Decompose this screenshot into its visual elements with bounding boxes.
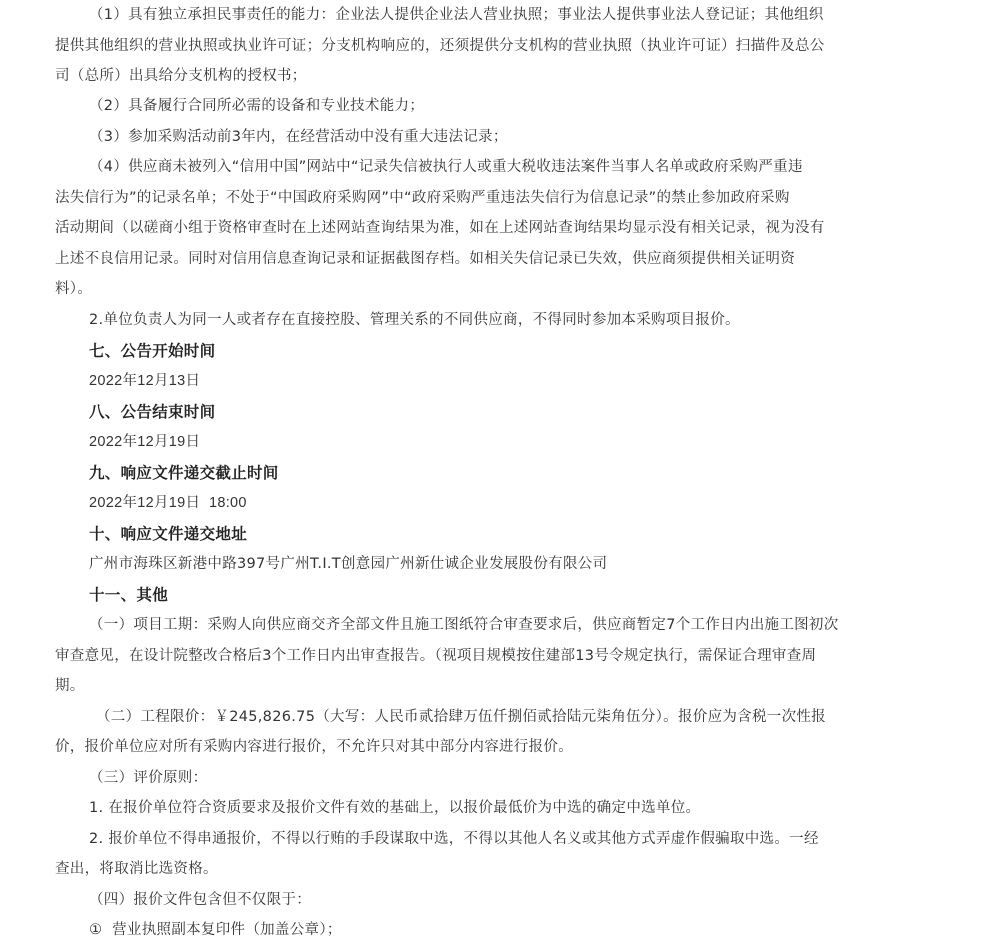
text-line: 提供其他组织的营业执照或执业许可证；分支机构响应的，还须提供分支机构的营业执照（执业许可证）扫描件及总公 <box>55 38 825 54</box>
section-heading: 十、响应文件递交地址 <box>89 525 248 543</box>
text-line: （2）具备履行合同所必需的设备和专业技术能力； <box>89 98 425 114</box>
section-heading: 八、公告结束时间 <box>89 403 216 421</box>
section-heading: 九、响应文件递交截止时间 <box>89 464 279 482</box>
text-line: 司（总所）出具给分支机构的授权书； <box>55 68 307 84</box>
section-value: 广州市海珠区新港中路397号广州T.I.T创意园广州新仕诚企业发展股份有限公司 <box>89 556 608 572</box>
text-line: 料）。 <box>55 281 93 297</box>
text-line: ① 营业执照副本复印件（加盖公章）； <box>89 922 342 938</box>
text-line: 上述不良信用记录。同时对信用信息查询记录和证据截图存档。如相关失信记录已失效，供应商须提供相关证明资 <box>55 251 795 267</box>
text-line: （二）工程限价：￥245,826.75（大写：人民币贰拾肆万伍仟捌佰贰拾陆元柒角伍分）。报价应为含税一次性报 <box>96 709 826 725</box>
text-line: （一）项目工期：采购人向供应商交齐全部文件且施工图纸符合审查要求后，供应商暂定7个工作日内出施工图初次 <box>89 617 839 633</box>
text-line: 活动期间（以磋商小组于资格审查时在上述网站查询结果为准，如在上述网站查询结果均显示没有相关记录，视为没有 <box>55 220 825 236</box>
text-line: 法失信行为”的记录名单；不处于“中国政府采购网”中“政府采购严重违法失信行为信息记录”的禁止参加政府采购 <box>55 190 790 206</box>
text-line: 查出，将取消比选资格。 <box>55 861 218 877</box>
text-line: 价，报价单位应对所有采购内容进行报价，不允许只对其中部分内容进行报价。 <box>55 739 573 755</box>
section-value: 2022年12月19日 <box>89 434 201 450</box>
text-line: （4）供应商未被列入“信用中国”网站中“记录失信被执行人或重大税收违法案件当事人名单或政府采购严重违 <box>89 159 803 175</box>
section-heading: 七、公告开始时间 <box>89 342 216 360</box>
text-line: （1）具有独立承担民事责任的能力：企业法人提供企业法人营业执照；事业法人提供事业法人登记证；其他组织 <box>89 7 824 23</box>
text-line: 期。 <box>55 678 85 694</box>
text-line: 审查意见，在设计院整改合格后3个工作日内出审查报告。（视项目规模按住建部13号令规定执行，需保证合理审查周 <box>55 648 817 664</box>
section-value: 2022年12月19日 18:00 <box>89 495 247 511</box>
text-line: （三）评价原则： <box>89 770 208 786</box>
section-value: 2022年12月13日 <box>89 373 201 389</box>
text-line: 2.单位负责人为同一人或者存在直接控股、管理关系的不同供应商，不得同时参加本采购项目报价。 <box>89 312 740 328</box>
text-line: （四）报价文件包含但不仅限于： <box>89 892 311 908</box>
text-line: （3）参加采购活动前3年内，在经营活动中没有重大违法记录； <box>89 129 508 145</box>
section-heading: 十一、其他 <box>89 586 169 604</box>
text-line: 1. 在报价单位符合资质要求及报价文件有效的基础上，以报价最低价为中选的确定中选单位。 <box>89 800 701 816</box>
text-line: 2. 报价单位不得串通报价，不得以行贿的手段谋取中选，不得以其他人名义或其他方式弄虚作假骗取中选。一经 <box>89 831 819 847</box>
